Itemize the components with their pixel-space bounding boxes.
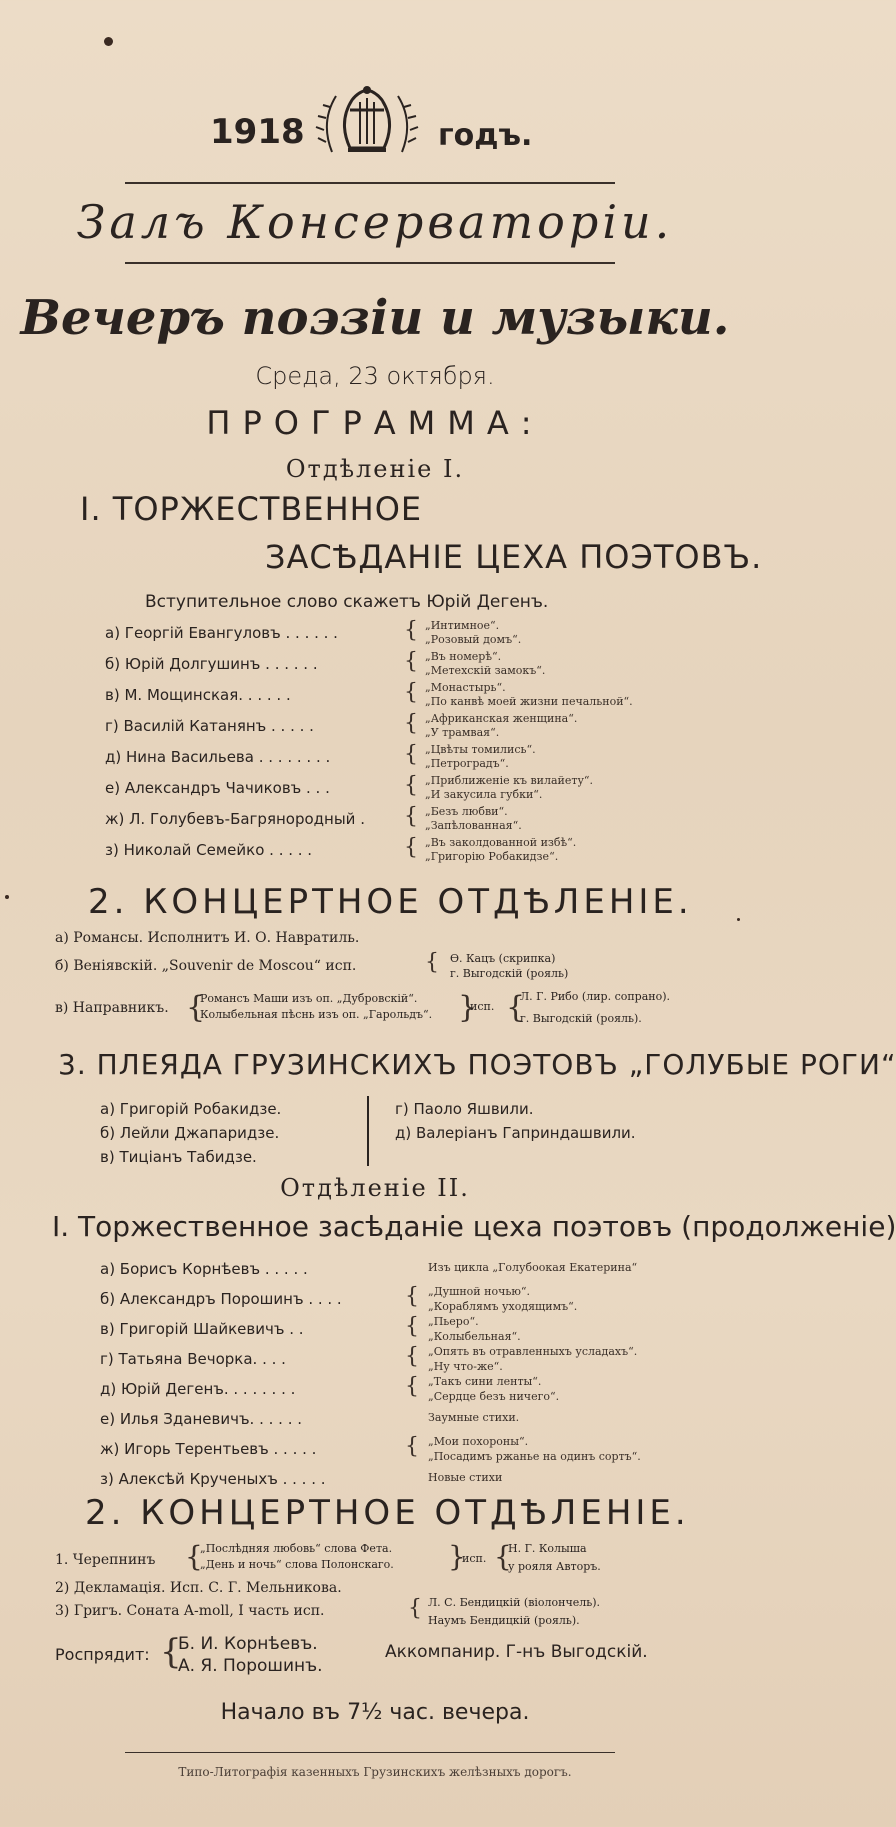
poet-name: в) Григорій Шайкевичъ . . <box>100 1320 304 1338</box>
poem-title: „Мои похороны“. <box>428 1435 529 1448</box>
poet-name: д) Юрій Дегенъ. . . . . . . . <box>100 1380 296 1398</box>
accompanist: Аккомпанир. Г-нъ Выгодскій. <box>385 1642 648 1662</box>
brace: { <box>160 1632 182 1672</box>
department-heading: Отдѣленіе I. <box>285 455 465 483</box>
performer: Л. Г. Рибо (лир. сопрано). <box>520 990 671 1003</box>
poet-name: а) Григорій Робакидзе. <box>100 1100 282 1118</box>
poet-name: е) Илья Зданевичъ. . . . . . <box>100 1410 303 1428</box>
program-item: 2) Декламація. Исп. С. Г. Мельникова. <box>55 1580 342 1596</box>
stewards-label: Роспрядит: <box>55 1645 150 1664</box>
brace: { <box>404 835 418 860</box>
ink-stain <box>737 918 740 921</box>
poem-title: „Кораблямъ уходящимъ“. <box>428 1300 578 1313</box>
work-title: Романсъ Маши изъ оп. „Дубровскій“. <box>200 992 418 1005</box>
poem-title: Заумные стихи. <box>428 1411 520 1424</box>
brace: { <box>425 950 439 975</box>
section-title: 2. КОНЦЕРТНОЕ ОТДѢЛЕНІЕ. <box>85 1493 690 1533</box>
poem-title: „Такъ сини ленты“. <box>428 1375 542 1388</box>
poem-title: „Приближеніе къ вилайету“. <box>425 774 594 787</box>
poem-title: „Монастырь“. <box>425 681 506 694</box>
poet-name: г) Василій Катанянъ . . . . . <box>105 717 314 735</box>
poem-title: „Пьеро“. <box>428 1315 479 1328</box>
poet-name: в) М. Мощинская. . . . . . <box>105 686 291 704</box>
brace: { <box>404 773 418 798</box>
poem-title: Новые стихи <box>428 1471 503 1484</box>
poem-title: Изъ цикла „Голубоокая Екатерина“ <box>428 1261 638 1274</box>
program-item: 1. Черепнинъ <box>55 1552 156 1568</box>
section-title: 3. ПЛЕЯДА ГРУЗИНСКИХЪ ПОЭТОВЪ „ГОЛУБЫЕ РОГИ“ <box>58 1048 896 1081</box>
lyre-emblem-icon <box>312 82 422 162</box>
work-title: „Послѣдняя любовь“ слова Фета. <box>200 1542 393 1555</box>
poet-name: б) Лейли Джапаридзе. <box>100 1124 280 1142</box>
brace: { <box>405 1434 419 1459</box>
intro-line: Вступительное слово скажетъ Юрій Дегенъ. <box>145 592 549 612</box>
brace: { <box>405 1314 419 1339</box>
poet-name: в) Тиціанъ Табидзе. <box>100 1148 257 1166</box>
steward: Б. И. Корнѣевъ. <box>178 1634 318 1654</box>
brace: { <box>405 1344 419 1369</box>
poet-name: г) Паоло Яшвили. <box>395 1100 534 1118</box>
poem-title: „У трамвая“. <box>425 726 500 739</box>
program-item: б) Веніявскій. „Souvenir de Moscou“ исп. <box>55 958 357 974</box>
performed-by: исп. <box>462 1552 487 1565</box>
performer: Н. Г. Колыша <box>508 1542 587 1555</box>
event-title: Вечеръ поэзіи и музыки. <box>20 290 730 346</box>
brace: { <box>185 1540 203 1573</box>
brace: { <box>405 1284 419 1309</box>
ink-stain <box>104 37 113 46</box>
poem-title: „Душной ночью“. <box>428 1285 531 1298</box>
poet-name: а) Борисъ Корнѣевъ . . . . . <box>100 1260 308 1278</box>
poem-title: „По канвѣ моей жизни печальной“. <box>425 695 633 708</box>
brace: } <box>458 990 478 1025</box>
brace: { <box>506 990 526 1025</box>
poem-title: „Въ номерѣ“. <box>425 650 502 663</box>
poem-title: „Розовый домъ“. <box>425 633 522 646</box>
brace: { <box>404 711 418 736</box>
steward: А. Я. Порошинъ. <box>178 1656 323 1676</box>
poem-title: „Григорію Робакидзе“. <box>425 850 559 863</box>
brace: { <box>404 680 418 705</box>
performer: г. Выгодскій (рояль) <box>450 967 569 980</box>
poet-name: ж) Л. Голубевъ-Багрянородный . <box>105 810 365 828</box>
poet-name: ж) Игорь Терентьевъ . . . . . <box>100 1440 317 1458</box>
section-title: 2. КОНЦЕРТНОЕ ОТДѢЛЕНІЕ. <box>88 882 693 922</box>
poem-title: „Цвѣты томились“. <box>425 743 536 756</box>
section-title: I. ТОРЖЕСТВЕННОЕ <box>80 490 423 528</box>
poet-name: б) Александръ Порошинъ . . . . <box>100 1290 342 1308</box>
poem-title: „Безъ любви“. <box>425 805 508 818</box>
section-title: I. Торжественное засѣданіе цеха поэтовъ (продолженіе) <box>52 1210 896 1243</box>
performer: Л. С. Бендицкій (віолончель). <box>428 1596 601 1609</box>
poem-title: „Колыбельная“. <box>428 1330 521 1343</box>
poem-title: „Петроградъ“. <box>425 757 509 770</box>
year-word: годъ. <box>438 118 533 153</box>
brace: } <box>448 1540 466 1573</box>
poem-title: „Въ заколдованной избѣ“. <box>425 836 577 849</box>
brace: { <box>404 618 418 643</box>
brace: { <box>186 990 206 1025</box>
poem-title: „Посадимъ ржанье на одинъ сортъ“. <box>428 1450 641 1463</box>
year: 1918 <box>210 112 305 152</box>
venue-title: Залъ Консерваторіи. <box>76 195 674 249</box>
poem-title: „Метехскій замокъ“. <box>425 664 546 677</box>
poem-title: „Опять въ отравленныхъ усладахъ“. <box>428 1345 638 1358</box>
brace: { <box>404 742 418 767</box>
poet-name: е) Александръ Чачиковъ . . . <box>105 779 330 797</box>
poet-name: з) Николай Семейко . . . . . <box>105 841 313 859</box>
brace: { <box>494 1540 512 1573</box>
start-time: Начало въ 7½ час. вечера. <box>220 1700 530 1725</box>
printer-imprint: Типо-Литографія казенныхъ Грузинскихъ желѣзныхъ дорогъ. <box>178 1765 572 1779</box>
section-title: ЗАСѢДАНІЕ ЦЕХА ПОЭТОВЪ. <box>265 538 763 576</box>
divider <box>125 262 615 264</box>
program-item: в) Направникъ. <box>55 1000 169 1016</box>
performed-by: исп. <box>470 1000 495 1013</box>
poet-name: г) Татьяна Вечорка. . . . <box>100 1350 286 1368</box>
poet-name: д) Нина Васильева . . . . . . . . <box>105 748 331 766</box>
performer: Ѳ. Кацъ (скрипка) <box>450 952 556 965</box>
poem-title: „Интимное“. <box>425 619 500 632</box>
brace: { <box>405 1374 419 1399</box>
poem-title: „Ну что-же“. <box>428 1360 503 1373</box>
poem-title: „Запѣлованная“. <box>425 819 522 832</box>
poet-name: б) Юрій Долгушинъ . . . . . . <box>105 655 318 673</box>
poem-title: „И закусила губки“. <box>425 788 543 801</box>
divider <box>367 1096 369 1166</box>
poet-name: а) Георгій Евангуловъ . . . . . . <box>105 624 338 642</box>
event-date: Среда, 23 октября. <box>255 362 495 390</box>
divider <box>125 1752 615 1753</box>
performer: г. Выгодскій (рояль). <box>520 1012 642 1025</box>
program-heading: ПРОГРАММА: <box>206 404 544 442</box>
program-item: 3) Григъ. Соната A-moll, I часть исп. <box>55 1603 325 1619</box>
performer: у рояля Авторъ. <box>508 1560 601 1573</box>
poem-title: „Сердце безъ ничего“. <box>428 1390 560 1403</box>
poet-name: д) Валеріанъ Гаприндашвили. <box>395 1124 636 1142</box>
department-heading: Отдѣленіе II. <box>280 1174 470 1202</box>
work-title: Колыбельная пѣснь изъ оп. „Гарольдъ“. <box>200 1008 433 1021</box>
program-item: а) Романсы. Исполнитъ И. О. Навратиль. <box>55 930 360 946</box>
performer: Наумъ Бендицкій (рояль). <box>428 1614 580 1627</box>
poem-title: „Африканская женщина“. <box>425 712 578 725</box>
brace: { <box>404 649 418 674</box>
divider <box>125 182 615 184</box>
ink-stain <box>5 895 9 899</box>
brace: { <box>408 1596 422 1621</box>
poet-name: з) Алексѣй Крученыхъ . . . . . <box>100 1470 326 1488</box>
brace: { <box>404 804 418 829</box>
work-title: „День и ночь“ слова Полонскаго. <box>200 1558 394 1571</box>
